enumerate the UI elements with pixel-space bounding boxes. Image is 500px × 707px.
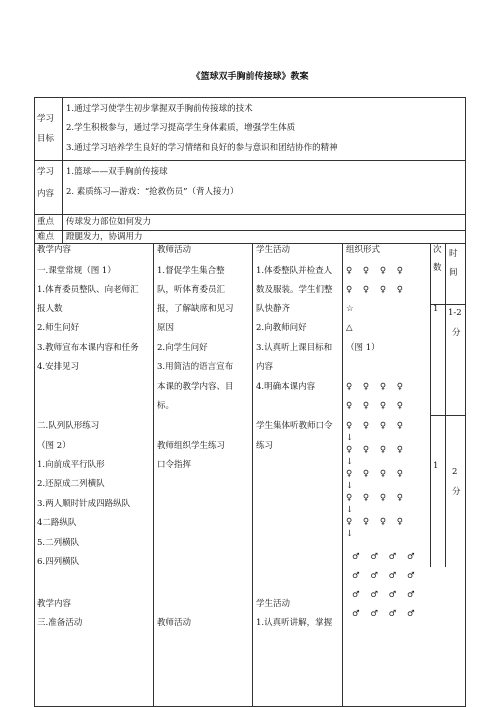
s1-student: 数及服装。学生们整 xyxy=(256,285,333,295)
page-title: 《篮球双手胸前传接球》教案 xyxy=(191,72,309,82)
s1-teacher: 队，听体育委员汇 xyxy=(157,285,226,295)
s1-teacher: 报，了解缺席和见习 xyxy=(157,304,234,314)
col-divider xyxy=(252,243,253,707)
header-count: 数 xyxy=(433,263,442,273)
cell-divider xyxy=(430,415,466,416)
s2-content: 4二路纵队 xyxy=(37,518,77,528)
s2-time: 2 xyxy=(452,467,458,477)
s1-student: 队快静齐 xyxy=(256,304,291,314)
s3-content: 三.准备活动 xyxy=(37,618,83,628)
s1-content: 4.安排见习 xyxy=(37,362,80,372)
s1-teacher: 标。 xyxy=(157,401,175,411)
s2-student: 学生集体听教师口令 xyxy=(256,421,333,431)
arrow-down-icon: ↓ xyxy=(346,505,354,515)
s1-teacher: 原因 xyxy=(157,323,175,333)
s1-student: 内容 xyxy=(256,362,274,372)
key-label: 重点 xyxy=(37,217,55,227)
s1-teacher: 3.用简洁的语言宣布 xyxy=(157,362,234,372)
arrow-down-icon: ↓ xyxy=(346,457,354,467)
formation-female-icon: ♀ ♀ ♀ ♀ xyxy=(346,266,407,276)
key-text: 传球发力部位如何发力 xyxy=(66,217,152,227)
col-divider xyxy=(445,243,446,567)
header-teacher: 教师活动 xyxy=(157,245,192,255)
formation-female-icon: ♀ ♀ ♀ ♀ xyxy=(346,517,407,527)
s1-student: 3.认真听上课目标和 xyxy=(256,343,333,353)
s2-content: 6.四列横队 xyxy=(37,557,80,567)
label-col-divider xyxy=(62,97,63,243)
s2-student: 练习 xyxy=(256,441,274,451)
formation-female-icon: ♀ ♀ ♀ ♀ xyxy=(346,285,407,295)
s2-teacher: 口令指挥 xyxy=(157,460,192,470)
content-label: 学习 xyxy=(37,167,55,177)
s2-content: （图 2） xyxy=(37,441,71,451)
figure-caption: （图 1） xyxy=(346,343,380,353)
col-divider xyxy=(430,243,431,567)
s1-content: 一.课堂常规（图 1） xyxy=(37,266,116,276)
arrow-down-icon: ↓ xyxy=(346,529,354,539)
formation-female-icon: ♀ ♀ ♀ ♀ xyxy=(346,382,407,392)
s2-content: 2.还原成二列横队 xyxy=(37,479,105,489)
col-divider xyxy=(342,243,343,707)
difficulty-text: 蹬腿发力，协调用力 xyxy=(66,232,143,242)
row-divider xyxy=(34,214,466,215)
s2-content: 二.队列队形练习 xyxy=(37,421,100,431)
s1-content: 3.教师宣布本课内容和任务 xyxy=(37,343,139,353)
formation-male-icon: ♂ ♂ ♂ ♂ xyxy=(352,590,419,600)
row-divider xyxy=(34,160,466,161)
s1-count: 1 xyxy=(433,304,439,314)
s3-student: 1.认真听讲解，掌握 xyxy=(256,618,333,628)
arrow-down-icon: ↓ xyxy=(346,433,354,443)
s3-content-head: 教学内容 xyxy=(37,599,72,609)
arrow-down-icon: ↓ xyxy=(346,481,354,491)
header-org: 组织形式 xyxy=(346,245,381,255)
goal-line: 1.通过学习使学生初步掌握双手胸前传接球的技术 xyxy=(66,104,253,114)
header-student: 学生活动 xyxy=(256,245,291,255)
s1-teacher: 本课的教学内容、目 xyxy=(157,382,234,392)
s2-content: 5.二列横队 xyxy=(37,538,80,548)
s2-content: 1.向前成平行队形 xyxy=(37,460,105,470)
s1-teacher: 2.向学生问好 xyxy=(157,343,208,353)
s3-student-head: 学生活动 xyxy=(256,599,291,609)
s2-count: 1 xyxy=(433,461,439,471)
header-time: 间 xyxy=(449,268,458,278)
s1-content: 2.师生问好 xyxy=(37,323,80,333)
s1-teacher: 1.督促学生集合整 xyxy=(157,266,225,276)
s1-content: 报人数 xyxy=(37,304,63,314)
col-divider xyxy=(153,243,154,707)
formation-female-icon: ♀ ♀ ♀ ♀ xyxy=(346,493,407,503)
s1-student: 2.向教师问好 xyxy=(256,323,307,333)
formation-male-icon: ♂ ♂ ♂ ♂ xyxy=(352,609,419,619)
row-divider xyxy=(34,243,466,244)
goals-label: 目标 xyxy=(37,134,55,144)
formation-female-icon: ♀ ♀ ♀ ♀ xyxy=(346,421,407,431)
triangle-icon: △ xyxy=(346,323,353,333)
content-label: 内容 xyxy=(37,189,55,199)
s2-teacher: 教师组织学生练习 xyxy=(157,441,226,451)
s1-content: 1.体育委员整队、向老师汇 xyxy=(37,285,139,295)
s2-content: 3.两人顺时针成四路纵队 xyxy=(37,499,131,509)
formation-male-icon: ♂ ♂ ♂ ♂ xyxy=(352,552,419,562)
s3-teacher: 教师活动 xyxy=(157,618,192,628)
header-content: 教学内容 xyxy=(37,245,72,255)
star-icon: ☆ xyxy=(346,304,354,314)
formation-female-icon: ♀ ♀ ♀ ♀ xyxy=(346,445,407,455)
formation-female-icon: ♀ ♀ ♀ ♀ xyxy=(346,401,407,411)
formation-male-icon: ♂ ♂ ♂ ♂ xyxy=(352,571,419,581)
s1-student: 1.体委整队并检查人 xyxy=(256,266,333,276)
formation-female-icon: ♀ ♀ ♀ ♀ xyxy=(346,469,407,479)
header-count: 次 xyxy=(433,245,442,255)
content-line: 1.篮球——双手胸前传接球 xyxy=(66,167,168,177)
goals-label: 学习 xyxy=(37,114,55,124)
difficulty-label: 难点 xyxy=(37,232,55,242)
s1-student: 4.明确本课内容 xyxy=(256,382,316,392)
header-time: 时 xyxy=(449,249,458,259)
goal-line: 3.通过学习培养学生良好的学习情绪和良好的参与意识和团结协作的精神 xyxy=(66,143,338,153)
s1-time: 分 xyxy=(452,328,461,338)
content-line: 2. 素质练习—游戏：“抢救伤员”（背人接力） xyxy=(66,187,239,197)
goal-line: 2.学生积极参与，通过学习提高学生身体素质，增强学生体质 xyxy=(66,123,296,133)
s2-time: 分 xyxy=(452,487,461,497)
s1-time: 1-2 xyxy=(448,308,462,318)
